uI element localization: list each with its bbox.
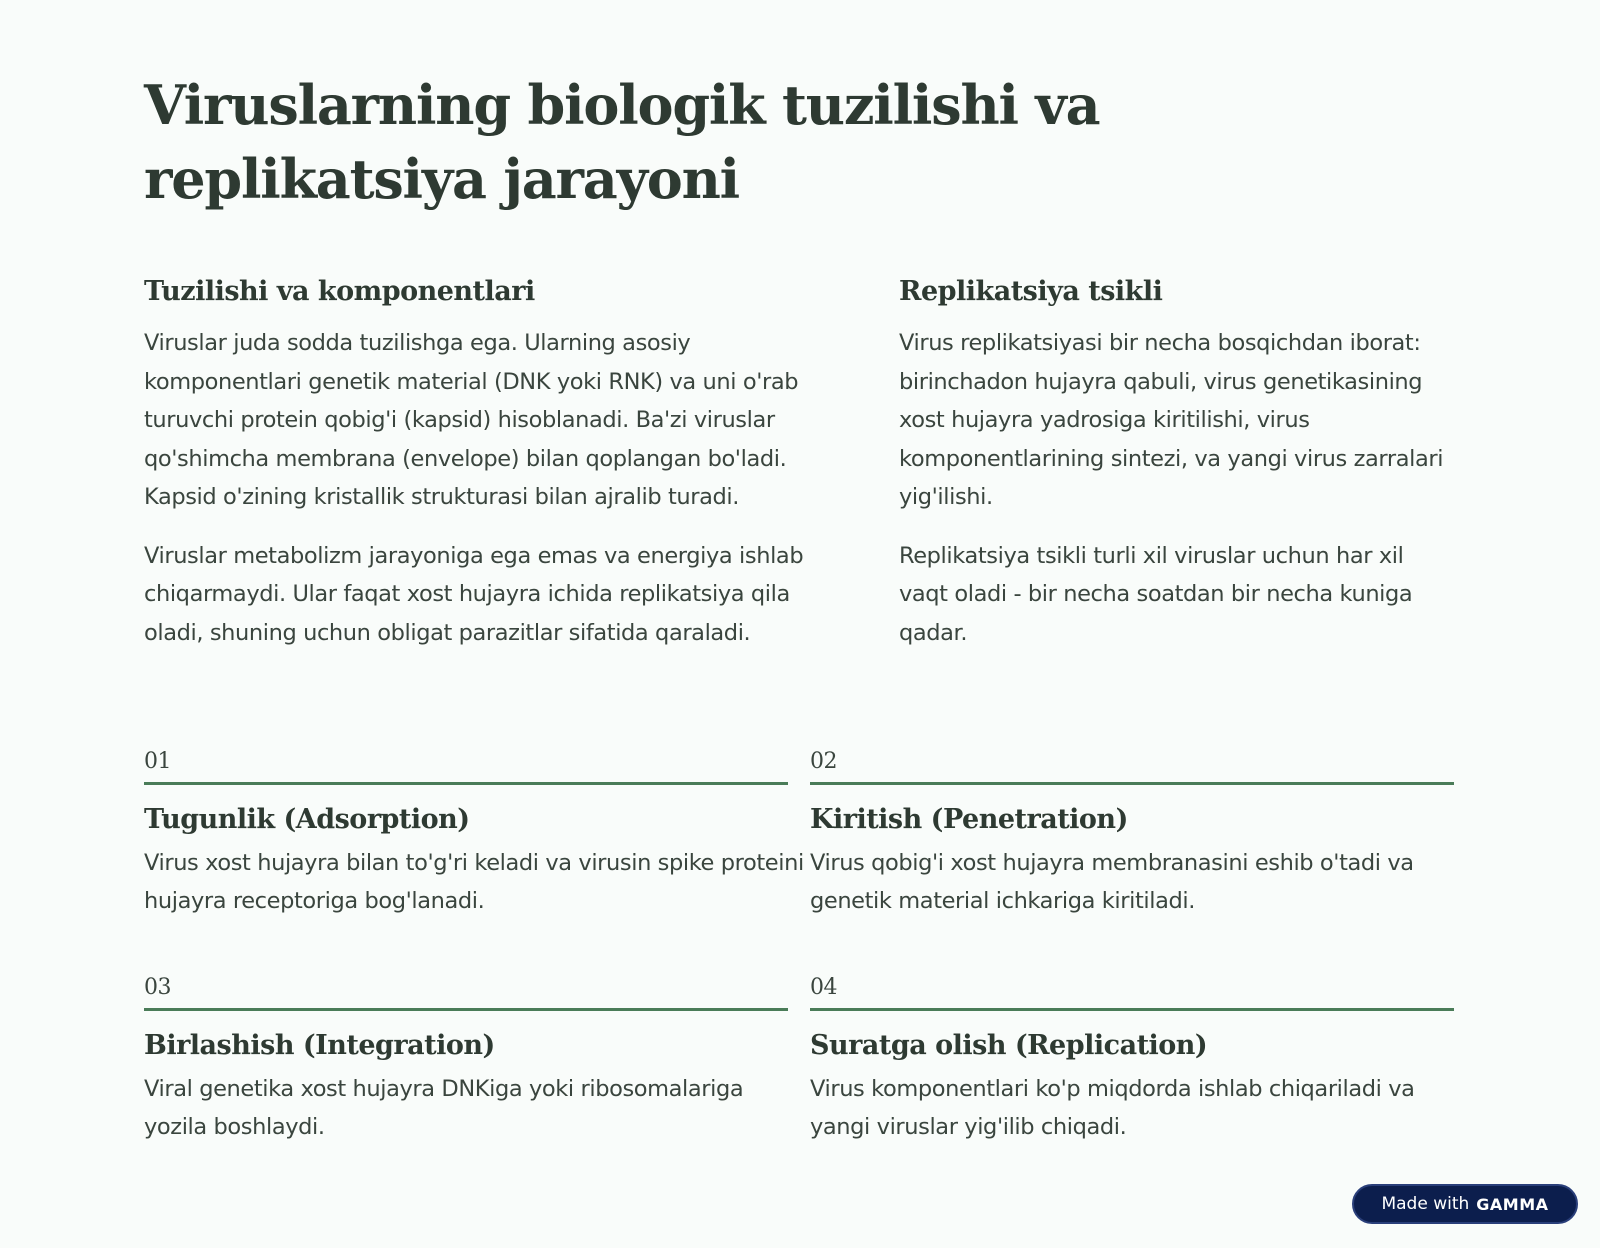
gamma-logo: GAMMA: [1476, 1194, 1549, 1214]
step-card: [810, 974, 1454, 1146]
step-title: Suratga olish (Replication): [810, 1030, 1208, 1061]
step-card: [144, 974, 788, 1146]
step-number: 02: [810, 749, 837, 774]
step-description: Virus xost hujayra bilan to'g'ri keladi va virusin spike proteini hujayra receptoriga bog'lanadi.: [144, 850, 804, 914]
step-divider: [810, 782, 1454, 785]
step-divider: [810, 1008, 1454, 1011]
replication-paragraph: Replikatsiya tsikli turli xil viruslar uchun har xil vaqt oladi - bir necha soatdan bir necha kuniga qadar.: [899, 542, 1413, 646]
page-title: Viruslarning biologik tuzilishi va replikatsiya jarayoni: [144, 73, 1100, 211]
structure-section: [144, 274, 834, 672]
replication-paragraph: Virus replikatsiyasi bir necha bosqichdan iborat: birinchadon hujayra qabuli, virus genetikasining xost hujayra yadrosiga kiritilishi, virus komponentlarining sintezi, va yangi virus zarralari yig'ilishi.: [899, 330, 1444, 510]
step-divider: [144, 1008, 788, 1011]
structure-paragraph: Viruslar juda sodda tuzilishga ega. Ularning asosiy komponentlari genetik material (DNK yoki RNK) va uni o'rab turuvchi protein qobig'i (kapsid) hisoblanadi. Ba'zi viruslar qo'shimcha membrana (envelope) bilan qoplangan bo'ladi. Kapsid o'zining kristallik strukturasi bilan ajralib turadi.: [144, 330, 799, 510]
replication-heading: Replikatsiya tsikli: [899, 276, 1163, 307]
replication-section: [899, 274, 1457, 672]
step-description: Viral genetika xost hujayra DNKiga yoki ribosomalariga yozila boshlaydi.: [144, 1076, 744, 1140]
step-card: [144, 748, 804, 920]
step-title: Kiritish (Penetration): [810, 804, 1128, 835]
step-number: 03: [144, 975, 171, 1000]
step-title: Birlashish (Integration): [144, 1030, 495, 1061]
made-with-gamma-button[interactable]: [1352, 1184, 1578, 1224]
step-title: Tugunlik (Adsorption): [144, 804, 470, 835]
step-description: Virus komponentlari ko'p miqdorda ishlab chiqariladi va yangi viruslar yig'ilib chiqadi.: [810, 1076, 1415, 1140]
step-card: [810, 748, 1454, 920]
step-divider: [144, 782, 788, 785]
structure-heading: Tuzilishi va komponentlari: [144, 276, 535, 307]
intro-columns: [144, 274, 1457, 724]
step-number: 01: [144, 749, 171, 774]
badge-prefix: Made with: [1381, 1194, 1470, 1214]
step-description: Virus qobig'i xost hujayra membranasini eshib o'tadi va genetik material ichkariga kiritiladi.: [810, 850, 1414, 914]
step-number: 04: [810, 975, 837, 1000]
slide: [144, 68, 1457, 1140]
structure-paragraph: Viruslar metabolizm jarayoniga ega emas va energiya ishlab chiqarmaydi. Ular faqat xost hujayra ichida replikatsiya qila oladi, shuning uchun obligat parazitlar sifatida qaraladi.: [144, 542, 804, 646]
